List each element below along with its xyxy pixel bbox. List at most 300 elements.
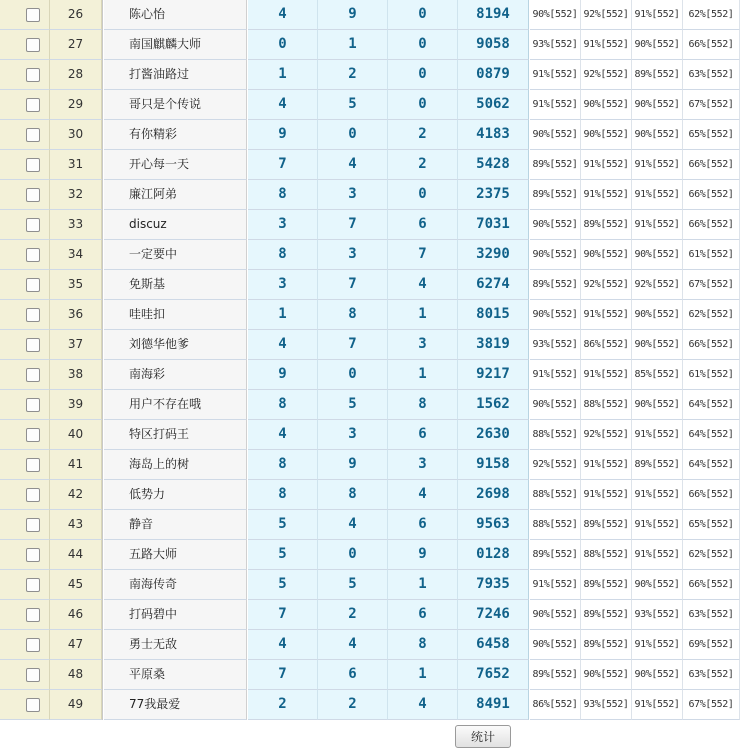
digit-3-cell: 4 [388,480,458,510]
column-divider [102,450,103,480]
column-divider [102,570,103,600]
user-name: 海岛上的树 [129,457,190,471]
percent-4-cell: 62%[552] [683,0,740,30]
row-checkbox[interactable] [26,278,40,292]
row-index: 38 [50,360,102,390]
row-checkbox[interactable] [26,338,40,352]
percent-2-cell: 89%[552] [581,570,632,600]
user-name: 哇哇扣 [129,307,166,321]
number-cell: 9563 [458,510,529,540]
digit-2-cell: 7 [318,210,388,240]
row-checkbox-cell [0,210,50,240]
table-row [0,210,742,240]
table-row [0,90,742,120]
digit-3-cell: 8 [388,630,458,660]
percent-2-cell: 92%[552] [581,60,632,90]
table-row [0,390,742,420]
digit-1-cell: 4 [248,420,318,450]
percent-2-cell: 92%[552] [581,420,632,450]
user-name: discuz [129,217,167,231]
row-checkbox-cell [0,30,50,60]
percent-1-cell: 90%[552] [530,300,581,330]
percent-4-cell: 63%[552] [683,60,740,90]
row-checkbox-cell [0,420,50,450]
row-checkbox-cell [0,390,50,420]
percent-2-cell: 91%[552] [581,180,632,210]
user-name: 南国麒麟大师 [129,37,202,51]
digit-2-cell: 3 [318,420,388,450]
table-row [0,240,742,270]
user-name: 廉江阿弟 [129,187,178,201]
percent-1-cell: 89%[552] [530,660,581,690]
row-checkbox[interactable] [26,248,40,262]
digit-2-cell: 2 [318,690,388,720]
row-index: 37 [50,330,102,360]
table-row [0,690,742,720]
percent-1-cell: 88%[552] [530,420,581,450]
row-checkbox[interactable] [26,368,40,382]
digit-2-cell: 1 [318,30,388,60]
row-checkbox-cell [0,240,50,270]
row-checkbox-cell [0,510,50,540]
row-checkbox[interactable] [26,578,40,592]
percent-4-cell: 64%[552] [683,450,740,480]
row-checkbox-cell [0,450,50,480]
percent-3-cell: 89%[552] [632,60,683,90]
digit-1-cell: 1 [248,300,318,330]
column-divider [102,330,103,360]
user-name: 用户不存在哦 [129,397,202,411]
percent-2-cell: 89%[552] [581,630,632,660]
percent-4-cell: 67%[552] [683,690,740,720]
row-index: 26 [50,0,102,30]
column-divider [102,0,103,30]
row-checkbox[interactable] [26,458,40,472]
digit-1-cell: 1 [248,60,318,90]
digit-1-cell: 7 [248,600,318,630]
digit-2-cell: 5 [318,90,388,120]
user-name: 一定要中 [129,247,178,261]
row-checkbox[interactable] [26,8,40,22]
row-checkbox[interactable] [26,188,40,202]
percent-4-cell: 64%[552] [683,420,740,450]
digit-2-cell: 2 [318,600,388,630]
percent-1-cell: 89%[552] [530,150,581,180]
user-name: 特区打码王 [129,427,190,441]
number-cell: 7031 [458,210,529,240]
percent-3-cell: 90%[552] [632,120,683,150]
row-checkbox[interactable] [26,128,40,142]
digit-1-cell: 8 [248,180,318,210]
percent-3-cell: 91%[552] [632,630,683,660]
row-checkbox-cell [0,90,50,120]
row-checkbox-cell [0,630,50,660]
digit-1-cell: 8 [248,450,318,480]
digit-2-cell: 9 [318,450,388,480]
percent-2-cell: 91%[552] [581,300,632,330]
row-checkbox[interactable] [26,158,40,172]
percent-1-cell: 93%[552] [530,30,581,60]
row-checkbox[interactable] [26,548,40,562]
digit-1-cell: 4 [248,0,318,30]
percent-1-cell: 90%[552] [530,210,581,240]
row-checkbox[interactable] [26,68,40,82]
percent-3-cell: 85%[552] [632,360,683,390]
user-name: 五路大师 [129,547,178,561]
table-row [0,510,742,540]
digit-2-cell: 0 [318,360,388,390]
row-checkbox[interactable] [26,488,40,502]
percent-3-cell: 90%[552] [632,300,683,330]
percent-1-cell: 90%[552] [530,120,581,150]
digit-2-cell: 0 [318,120,388,150]
user-name-cell [104,300,247,330]
number-cell: 1562 [458,390,529,420]
column-divider [102,600,103,630]
row-checkbox-cell [0,540,50,570]
row-checkbox-cell [0,570,50,600]
percent-4-cell: 65%[552] [683,120,740,150]
digit-3-cell: 9 [388,540,458,570]
percent-1-cell: 92%[552] [530,450,581,480]
user-name: 南海传奇 [129,577,178,591]
digit-3-cell: 3 [388,450,458,480]
user-name-cell [104,480,247,510]
table-row [0,570,742,600]
percent-4-cell: 67%[552] [683,270,740,300]
percent-3-cell: 90%[552] [632,90,683,120]
column-divider [102,270,103,300]
digit-3-cell: 1 [388,570,458,600]
user-name-cell [104,570,247,600]
number-cell: 7935 [458,570,529,600]
percent-3-cell: 91%[552] [632,690,683,720]
percent-2-cell: 89%[552] [581,510,632,540]
number-cell: 0879 [458,60,529,90]
percent-1-cell: 90%[552] [530,390,581,420]
percent-3-cell: 91%[552] [632,150,683,180]
digit-2-cell: 2 [318,60,388,90]
table-row [0,660,742,690]
number-cell: 7246 [458,600,529,630]
percent-2-cell: 91%[552] [581,360,632,390]
digit-1-cell: 3 [248,210,318,240]
row-checkbox[interactable] [26,308,40,322]
row-checkbox[interactable] [26,698,40,712]
user-name: 刘德华他爹 [129,337,190,351]
digit-1-cell: 7 [248,660,318,690]
user-name-cell [104,210,247,240]
column-divider [102,420,103,450]
digit-2-cell: 3 [318,180,388,210]
user-name-cell [104,450,247,480]
percent-3-cell: 90%[552] [632,330,683,360]
percent-4-cell: 61%[552] [683,240,740,270]
user-name-cell [104,390,247,420]
row-checkbox[interactable] [26,638,40,652]
table-row [0,30,742,60]
table-row [0,420,742,450]
percent-3-cell: 91%[552] [632,210,683,240]
percent-2-cell: 91%[552] [581,480,632,510]
row-checkbox-cell [0,600,50,630]
column-divider [102,150,103,180]
user-name-cell [104,420,247,450]
percent-4-cell: 66%[552] [683,480,740,510]
table-row [0,270,742,300]
row-checkbox[interactable] [26,98,40,112]
row-checkbox-cell [0,300,50,330]
table-row [0,630,742,660]
percent-4-cell: 61%[552] [683,360,740,390]
percent-3-cell: 91%[552] [632,510,683,540]
number-cell: 3819 [458,330,529,360]
digit-2-cell: 4 [318,630,388,660]
percent-2-cell: 90%[552] [581,90,632,120]
user-name-cell [104,60,247,90]
percent-1-cell: 89%[552] [530,180,581,210]
column-divider [102,630,103,660]
user-name-cell [104,270,247,300]
percent-4-cell: 64%[552] [683,390,740,420]
digit-3-cell: 0 [388,180,458,210]
digit-3-cell: 4 [388,270,458,300]
user-name-cell [104,90,247,120]
row-checkbox[interactable] [26,518,40,532]
digit-3-cell: 4 [388,690,458,720]
column-divider [102,60,103,90]
digit-3-cell: 8 [388,390,458,420]
column-divider [102,360,103,390]
digit-1-cell: 8 [248,240,318,270]
digit-3-cell: 3 [388,330,458,360]
row-index: 45 [50,570,102,600]
row-checkbox-cell [0,690,50,720]
percent-4-cell: 66%[552] [683,570,740,600]
percent-2-cell: 89%[552] [581,210,632,240]
user-name: 开心每一天 [129,157,190,171]
percent-3-cell: 90%[552] [632,30,683,60]
digit-2-cell: 7 [318,330,388,360]
percent-3-cell: 90%[552] [632,660,683,690]
number-cell: 2698 [458,480,529,510]
user-name: 静音 [129,517,154,531]
user-name-cell [104,360,247,390]
row-index: 44 [50,540,102,570]
digit-1-cell: 4 [248,330,318,360]
percent-3-cell: 89%[552] [632,450,683,480]
row-checkbox-cell [0,180,50,210]
percent-2-cell: 90%[552] [581,240,632,270]
number-cell: 9158 [458,450,529,480]
percent-1-cell: 89%[552] [530,540,581,570]
number-cell: 8194 [458,0,529,30]
user-name-cell [104,30,247,60]
row-index: 27 [50,30,102,60]
row-checkbox[interactable] [26,38,40,52]
row-checkbox[interactable] [26,218,40,232]
table-row [0,450,742,480]
row-index: 28 [50,60,102,90]
row-checkbox-cell [0,330,50,360]
digit-1-cell: 8 [248,390,318,420]
digit-3-cell: 0 [388,30,458,60]
column-divider [102,120,103,150]
digit-3-cell: 6 [388,600,458,630]
column-divider [102,210,103,240]
user-name-cell [104,690,247,720]
row-checkbox-cell [0,150,50,180]
row-index: 42 [50,480,102,510]
row-index: 30 [50,120,102,150]
table-row [0,120,742,150]
number-cell: 6274 [458,270,529,300]
number-cell: 3290 [458,240,529,270]
number-cell: 7652 [458,660,529,690]
digit-2-cell: 6 [318,660,388,690]
digit-1-cell: 4 [248,630,318,660]
row-index: 40 [50,420,102,450]
digit-3-cell: 7 [388,240,458,270]
user-name-cell [104,510,247,540]
digit-1-cell: 7 [248,150,318,180]
percent-3-cell: 92%[552] [632,270,683,300]
number-cell: 4183 [458,120,529,150]
column-divider [102,180,103,210]
row-index: 48 [50,660,102,690]
column-divider [102,240,103,270]
user-name-cell [104,0,247,30]
row-index: 34 [50,240,102,270]
column-divider [102,510,103,540]
percent-3-cell: 91%[552] [632,180,683,210]
digit-2-cell: 8 [318,300,388,330]
row-checkbox[interactable] [26,608,40,622]
column-divider [102,90,103,120]
user-name: 勇士无敌 [129,637,178,651]
percent-4-cell: 69%[552] [683,630,740,660]
number-cell: 5062 [458,90,529,120]
digit-1-cell: 0 [248,30,318,60]
percent-2-cell: 86%[552] [581,330,632,360]
digit-1-cell: 5 [248,540,318,570]
row-index: 47 [50,630,102,660]
row-index: 29 [50,90,102,120]
user-name: 哥只是个传说 [129,97,202,111]
user-name: 打码碧中 [129,607,178,621]
digit-2-cell: 9 [318,0,388,30]
user-name: 平原桑 [129,667,166,681]
digit-1-cell: 8 [248,480,318,510]
percent-2-cell: 90%[552] [581,120,632,150]
user-name: 低势力 [129,487,166,501]
table-row [0,540,742,570]
percent-2-cell: 91%[552] [581,150,632,180]
percent-1-cell: 86%[552] [530,690,581,720]
user-name: 南海彩 [129,367,166,381]
digit-1-cell: 2 [248,690,318,720]
row-checkbox[interactable] [26,428,40,442]
column-divider [102,480,103,510]
percent-4-cell: 66%[552] [683,150,740,180]
digit-3-cell: 2 [388,120,458,150]
table-row [0,300,742,330]
percent-1-cell: 90%[552] [530,0,581,30]
user-name: 免斯基 [129,277,166,291]
percent-4-cell: 62%[552] [683,300,740,330]
percent-4-cell: 67%[552] [683,90,740,120]
digit-3-cell: 0 [388,60,458,90]
row-checkbox-cell [0,60,50,90]
percent-3-cell: 91%[552] [632,0,683,30]
number-cell: 9058 [458,30,529,60]
digit-1-cell: 5 [248,570,318,600]
digit-1-cell: 4 [248,90,318,120]
percent-1-cell: 88%[552] [530,510,581,540]
row-checkbox-cell [0,360,50,390]
number-cell: 0128 [458,540,529,570]
percent-4-cell: 65%[552] [683,510,740,540]
column-divider [102,690,103,720]
table-row [0,480,742,510]
number-cell: 6458 [458,630,529,660]
digit-3-cell: 1 [388,360,458,390]
percent-3-cell: 90%[552] [632,390,683,420]
user-name: 有你精彩 [129,127,178,141]
row-checkbox-cell [0,660,50,690]
percent-1-cell: 90%[552] [530,240,581,270]
percent-2-cell: 92%[552] [581,0,632,30]
table-row [0,0,742,30]
percent-1-cell: 90%[552] [530,600,581,630]
number-cell: 8015 [458,300,529,330]
percent-2-cell: 91%[552] [581,30,632,60]
percent-4-cell: 62%[552] [683,540,740,570]
digit-1-cell: 9 [248,120,318,150]
row-index: 36 [50,300,102,330]
percent-2-cell: 88%[552] [581,390,632,420]
percent-1-cell: 91%[552] [530,60,581,90]
percent-2-cell: 88%[552] [581,540,632,570]
user-name-cell [104,330,247,360]
row-checkbox[interactable] [26,668,40,682]
percent-3-cell: 91%[552] [632,540,683,570]
percent-1-cell: 93%[552] [530,330,581,360]
digit-3-cell: 1 [388,660,458,690]
row-checkbox[interactable] [26,398,40,412]
number-cell: 2375 [458,180,529,210]
statistics-button[interactable]: 统计 [455,725,511,748]
user-name-cell [104,660,247,690]
digit-3-cell: 6 [388,510,458,540]
digit-1-cell: 3 [248,270,318,300]
table-row [0,360,742,390]
row-checkbox-cell [0,270,50,300]
percent-2-cell: 90%[552] [581,660,632,690]
user-name: 77我最爱 [129,697,181,711]
digit-2-cell: 5 [318,390,388,420]
digit-3-cell: 6 [388,420,458,450]
percent-4-cell: 63%[552] [683,600,740,630]
percent-3-cell: 90%[552] [632,240,683,270]
row-index: 41 [50,450,102,480]
percent-2-cell: 89%[552] [581,600,632,630]
percent-1-cell: 91%[552] [530,570,581,600]
percent-3-cell: 91%[552] [632,420,683,450]
row-checkbox-cell [0,0,50,30]
digit-1-cell: 9 [248,360,318,390]
percent-2-cell: 91%[552] [581,450,632,480]
